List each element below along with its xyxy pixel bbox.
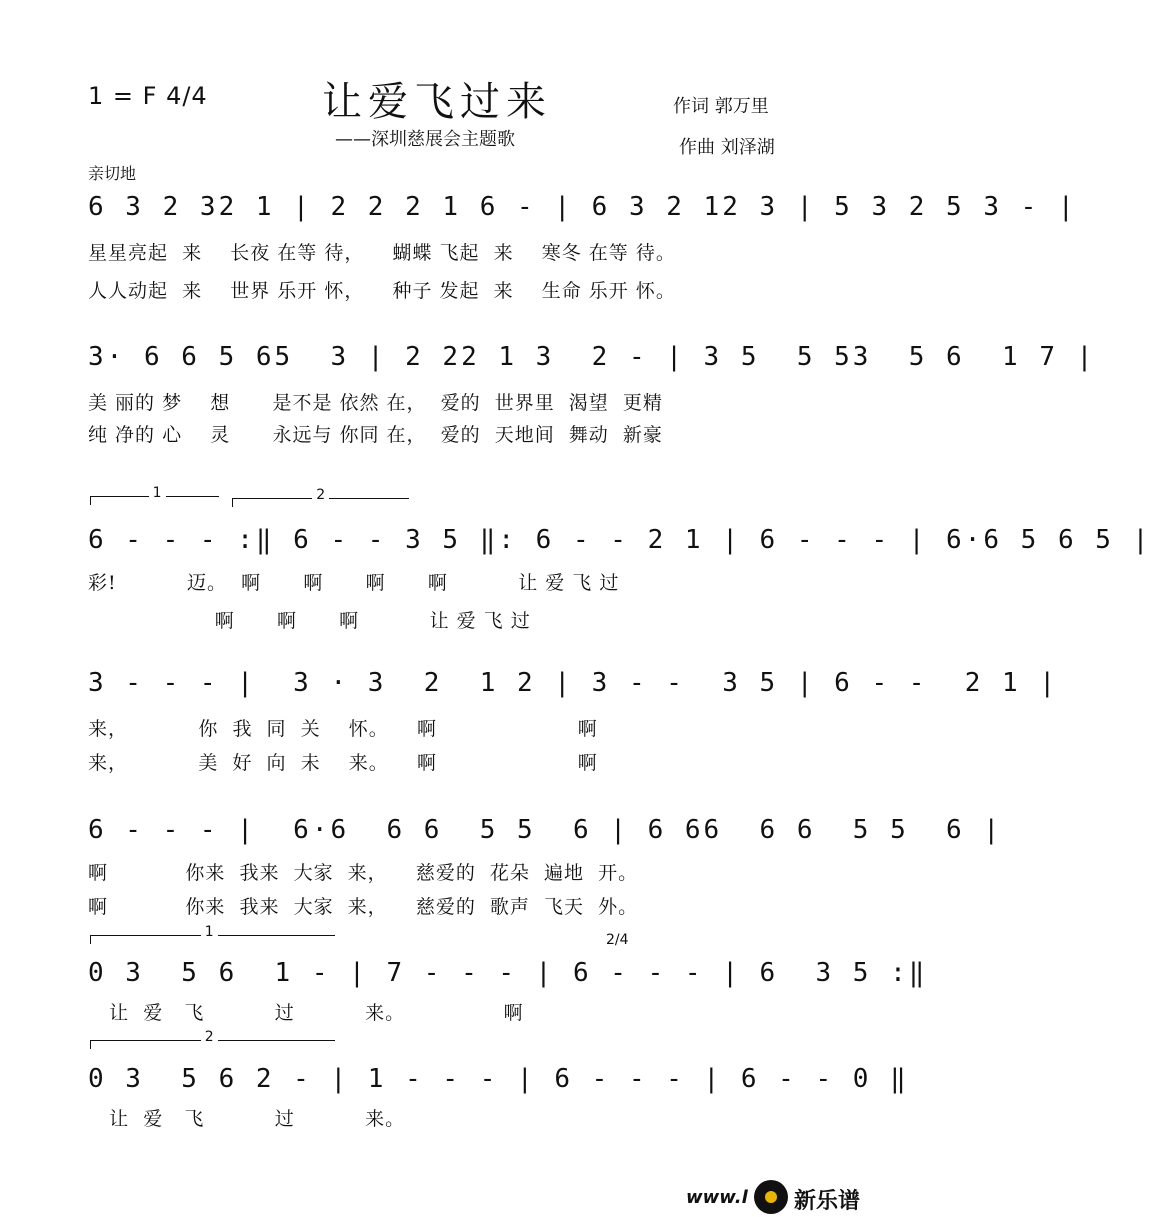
volta-number: 2 [312,487,329,503]
notation-line: 6 - - - | 6·6 6 6 5 5 6 | 6 66 6 6 5 5 6 | [88,815,1003,845]
lyricist-credit: 作词 郭万里 [673,96,769,117]
tempo-marking: 亲切地 [88,164,137,183]
volta-bracket [90,1029,335,1049]
lyric-line: 让 爱 飞 过 来。 [88,1108,406,1130]
volta-bracket [90,485,219,505]
notation-line: 3· 6 6 5 65 3 | 2 22 1 3 2 - | 3 5 5 53 5 6 1 7 | [88,342,1096,372]
lyric-line: 啊 你来 我来 大家 来， 慈爱的 歌声 飞天 外。 [88,896,639,918]
lyric-line: 啊 啊 啊 让 爱 飞 过 [88,610,531,632]
volta-bracket [232,487,409,507]
volta-number: 1 [201,924,218,940]
lyric-line: 彩! 迈。 啊 啊 啊 啊 让 爱 飞 过 [88,572,620,594]
lyric-line: 星星亮起 来 长夜 在等 待， 蝴蝶 飞起 来 寒冬 在等 待。 [88,242,676,264]
composer-credit: 作曲 刘泽湖 [679,137,775,158]
volta-number: 1 [149,485,166,501]
lyric-line: 美 丽的 梦 想 是不是 依然 在， 爱的 世界里 渴望 更精 [88,392,663,414]
lyric-line: 啊 你来 我来 大家 来， 慈爱的 花朵 遍地 开。 [88,862,639,884]
song-title: 让爱飞过来 [322,79,552,125]
notation-line: 3 - - - | 3 · 3 2 1 2 | 3 - - 3 5 | 6 - - 2 1 | [88,668,1058,698]
volta-bracket [90,924,335,944]
lyric-line: 来， 美 好 向 未 来。 啊 啊 [88,752,598,774]
key-signature: 1 = F 4/4 [88,82,208,110]
record-logo-icon [754,1180,788,1214]
notation-line: 6 - - - :‖ 6 - - 3 5 ‖: 6 - - 2 1 | 6 - - - | 6·6 5 6 5 | [88,525,1151,555]
song-subtitle: ——深圳慈展会主题歌 [335,129,515,150]
brand-name: 新乐谱 [794,1189,861,1214]
lyric-line: 纯 净的 心 灵 永远与 你同 在， 爱的 天地间 舞动 新豪 [88,424,663,446]
meter-change: 2/4 [606,932,629,948]
volta-number: 2 [201,1029,218,1045]
site-url[interactable]: www.l [686,1187,748,1208]
notation-line: 0 3 5 6 1 - | 7 - - - | 6 - - - | 6 3 5 :‖ [88,958,928,988]
notation-line: 0 3 5 6 2 - | 1 - - - | 6 - - - | 6 - - 0 ‖ [88,1064,909,1094]
lyric-line: 人人动起 来 世界 乐开 怀， 种子 发起 来 生命 乐开 怀。 [88,280,676,302]
notation-line: 6 3 2 32 1 | 2 2 2 1 6 - | 6 3 2 12 3 | 5 3 2 5 3 - | [88,192,1077,222]
lyric-line: 来， 你 我 同 关 怀。 啊 啊 [88,718,598,740]
lyric-line: 让 爱 飞 过 来。 啊 [88,1002,524,1024]
